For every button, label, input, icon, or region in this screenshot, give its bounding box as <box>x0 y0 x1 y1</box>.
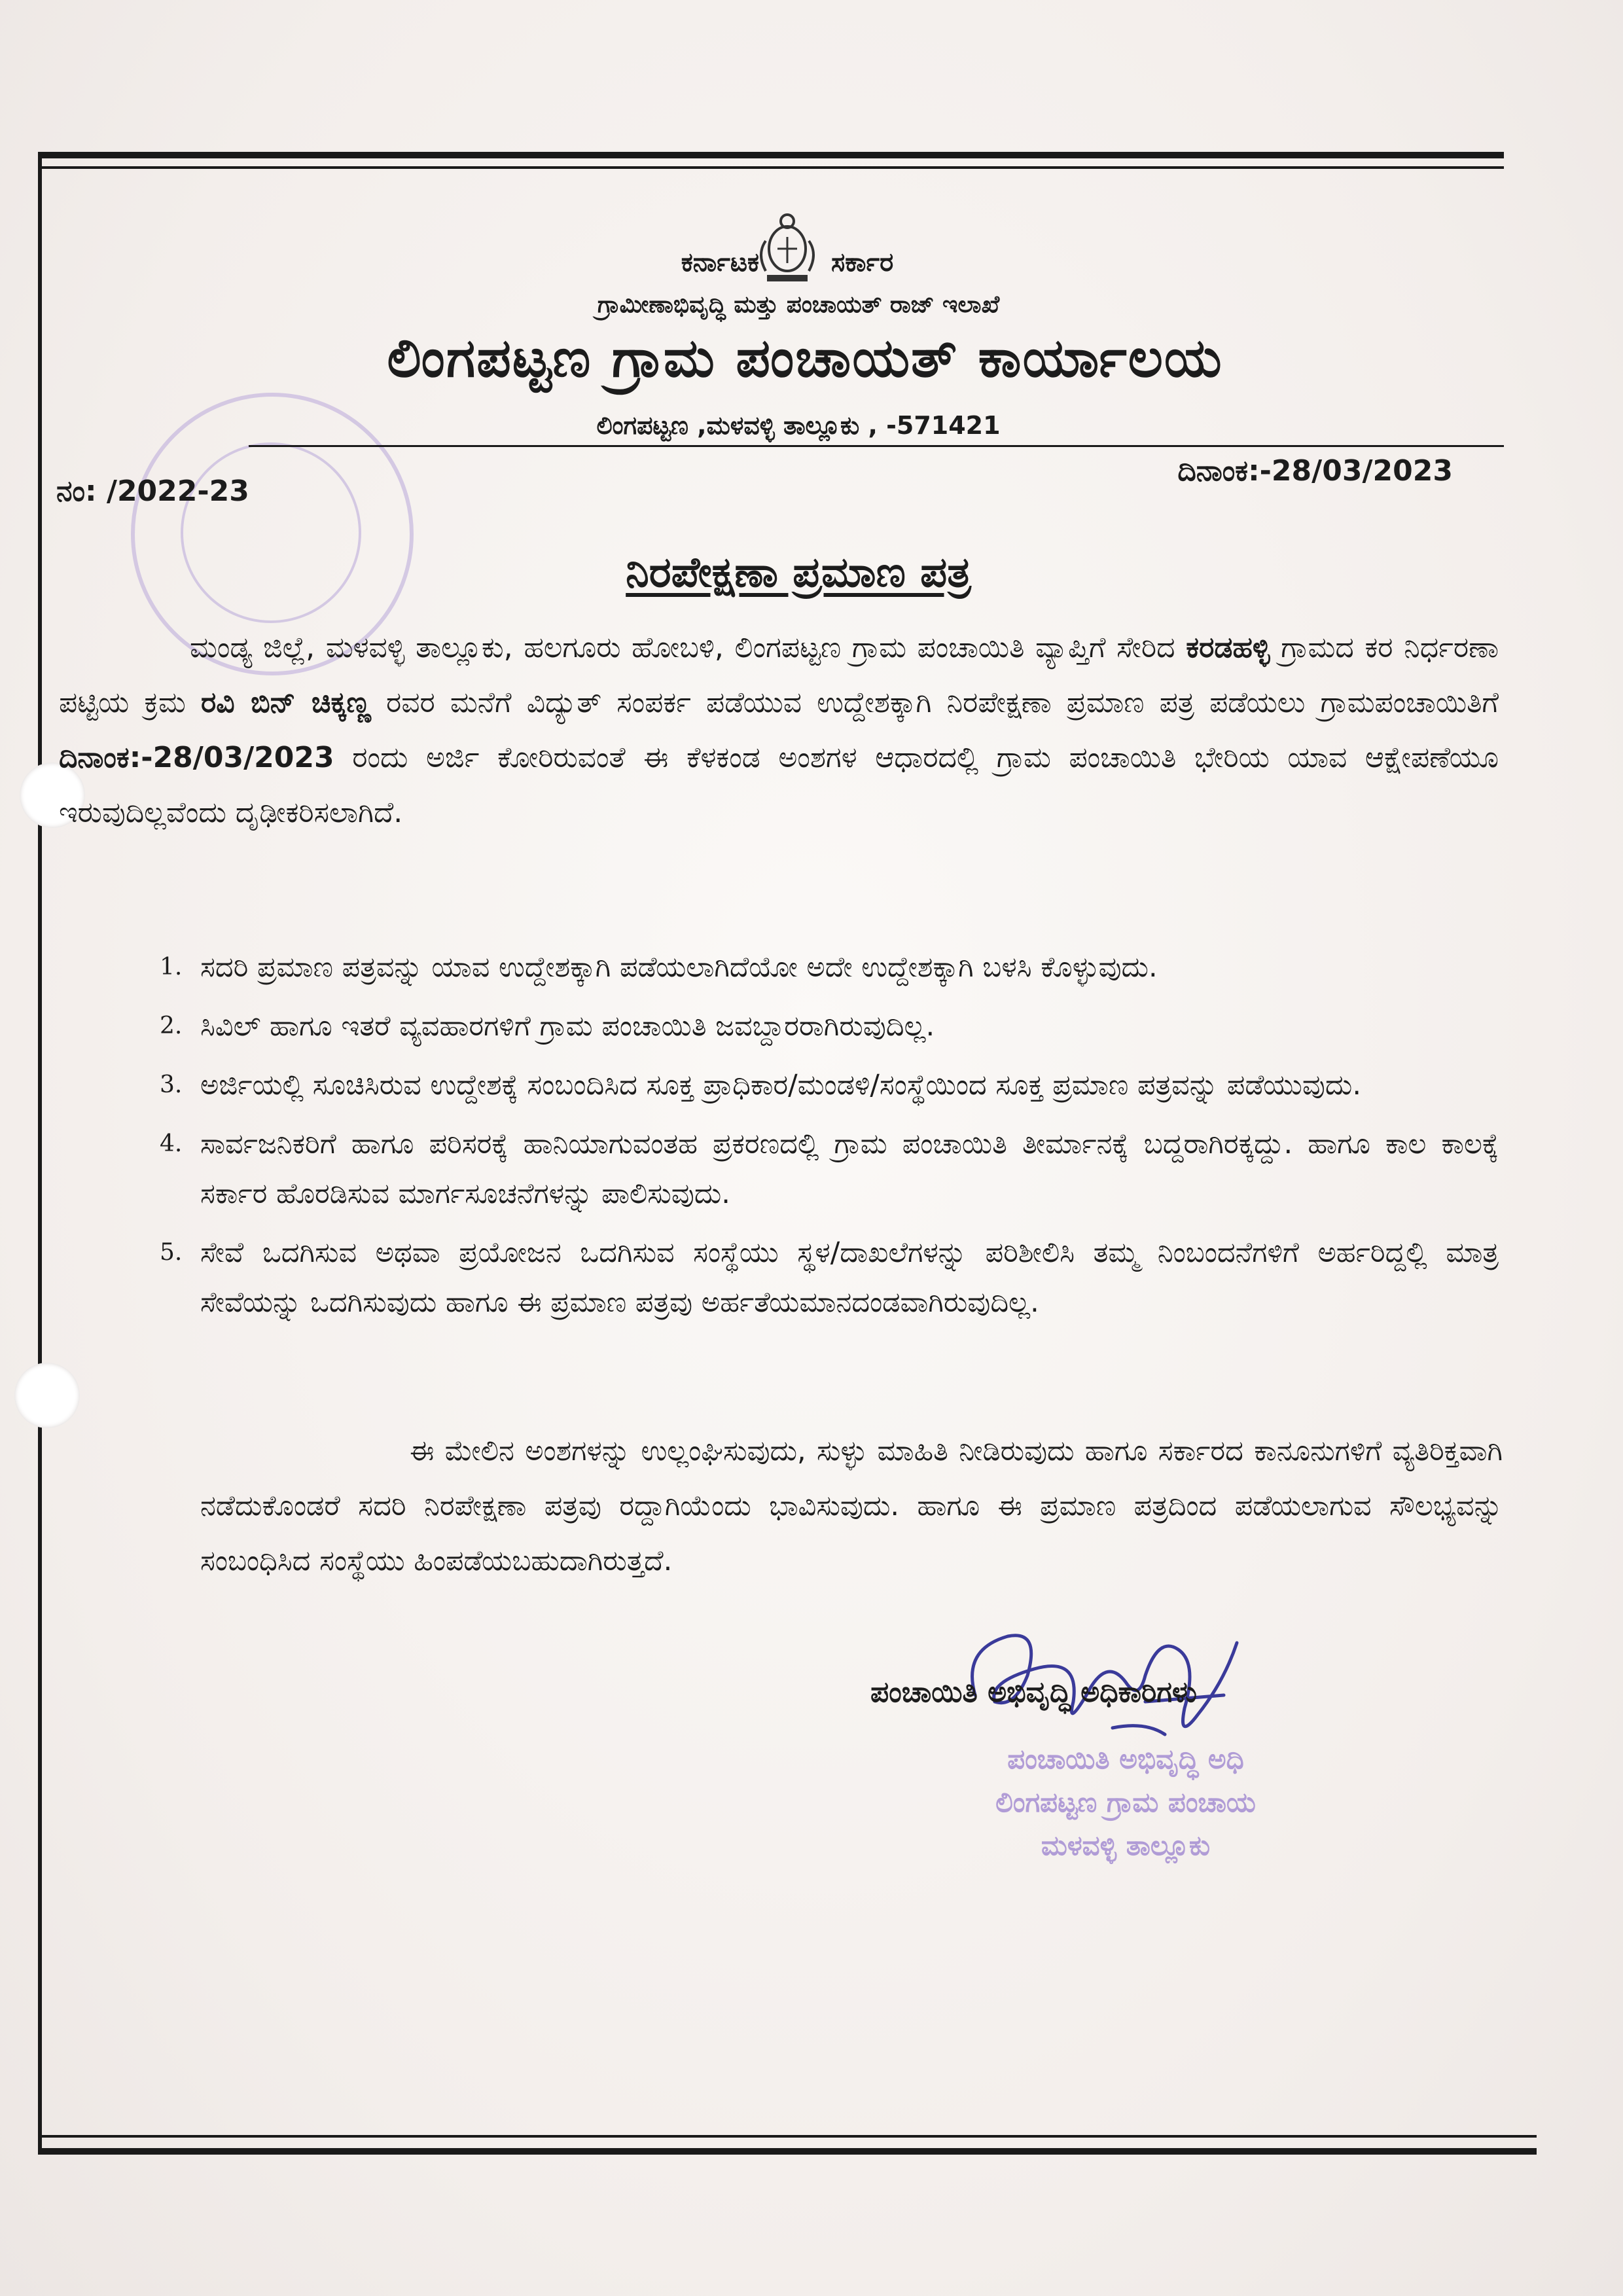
list-item <box>118 1119 1499 1219</box>
item-text: ಸಿವಿಲ್ ಹಾಗೂ ಇತರೆ ವ್ಯವಹಾರಗಳಿಗೆ ಗ್ರಾಮ ಪಂಚಾಯಿತಿ ಜವಬ್ದಾರರಾಗಿರುವುದಿಲ್ಲ. <box>200 1010 935 1043</box>
frame-bottom-rule-thin <box>38 2135 1537 2138</box>
item-text: ಸೇವೆ ಒದಗಿಸುವ ಅಥವಾ ಪ್ರಯೋಜನ ಒದಗಿಸುವ ಸಂಸ್ಥೆಯು ಸ್ಥಳ/ದಾಖಲೆಗಳನ್ನು ಪರಿಶೀಲಿಸಿ ತಮ್ಮ ನಿಂಬಂದನೆಗಳಿಗೆ ಅರ್ಹರಿದ್ದಲ್ಲಿ ಮಾತ್ರ ಸೇವೆಯನ್ನು ಒದಗಿಸುವುದು ಹಾಗೂ ಈ ಪ್ರಮಾಣ ಪತ್ರವು ಅರ್ಹತೆಯಮಾನದಂಡವಾಗಿರುವುದಿಲ್ಲ. <box>200 1236 1499 1319</box>
body-paragraph <box>59 620 1499 840</box>
application-date: ದಿನಾಂಕ:-28/03/2023 <box>59 741 334 774</box>
item-text: ಅರ್ಜಿಯಲ್ಲಿ ಸೂಚಿಸಿರುವ ಉದ್ದೇಶಕ್ಕೆ ಸಂಬಂದಿಸಿದ ಸೂಕ್ತ ಪ್ರಾಧಿಕಾರ/ಮಂಡಳಿ/ಸಂಸ್ಥೆಯಿಂದ ಸೂಕ್ತ ಪ್ರಮಾಣ ಪತ್ರವನ್ನು ಪಡೆಯುವುದು. <box>200 1069 1361 1102</box>
body-text-4: ರಂದು ಅರ್ಜಿ ಕೋರಿರುವಂತೆ ಈ ಕೆಳಕಂಡ ಅಂಶಗಳ ಆಧಾರದಲ್ಲಿ ಗ್ರಾಮ ಪಂಚಾಯಿತಿ ಭೇರಿಯ ಯಾವ ಆಕ್ಷೇಪಣೆಯೂ ಇರುವುದಿಲ್ಲವೆಂದು ದೃಢೀಕರಿಸಲಾಗಿದೆ. <box>59 741 1499 829</box>
list-item <box>118 1001 1499 1051</box>
document-title: ನಿರಪೇಕ್ಷಣಾ ಪ್ರಮಾಣ ಪತ್ರ <box>626 548 971 597</box>
village-name: ಕರಡಹಳ್ಳಿ <box>1186 631 1270 664</box>
official-stamp <box>877 1738 1374 1867</box>
applicant-name: ರವಿ ಬಿನ್ ಚಿಕ್ಕಣ್ಣ <box>201 686 371 719</box>
frame-bottom-rule <box>38 2148 1537 2155</box>
stamp-line-2: ಲಿಂಗಪಟ್ಟಣ ಗ್ರಾಮ ಪಂಚಾಯ <box>995 1786 1256 1818</box>
item-number: 4. <box>160 1130 183 1157</box>
conditions-list <box>118 942 1499 1336</box>
office-title: ಲಿಂಗಪಟ್ಟಣ ಗ್ರಾಮ ಪಂಚಾಯತ್ ಕಾರ್ಯಾಲಯ <box>387 327 1223 389</box>
item-number: 1. <box>160 954 183 980</box>
header-rule <box>249 445 1504 447</box>
body-text-2: ಗ್ರಾಮದ ಕರ ನಿರ್ಧರಣಾ ಪಟ್ಟಿಯ ಕ್ರಮ <box>59 631 1499 719</box>
list-item <box>118 1228 1499 1327</box>
body-text-3: ರವರ ಮನೆಗೆ ವಿದ್ಯುತ್ ಸಂಪರ್ಕ ಪಡೆಯುವ ಉದ್ದೇಶಕ್ಕಾಗಿ ನಿರಪೇಕ್ಷಣಾ ಪ್ರಮಾಣ ಪತ್ರ ಪಡೆಯಲು ಗ್ರಾಮಪಂಚಾಯಿತಿಗೆ <box>385 686 1499 719</box>
body-text-1: ಮಂಡ್ಯ ಜಿಲ್ಲೆ, ಮಳವಳ್ಳಿ ತಾಲ್ಲೂಕು, ಹಲಗೂರು ಹೋಬಳಿ, ಲಿಂಗಪಟ್ಟಣ ಗ್ರಾಮ ಪಂಚಾಯಿತಿ ವ್ಯಾಪ್ತಿಗೆ ಸೇರಿದ <box>190 631 1175 664</box>
issue-date: ದಿನಾಂಕ:-28/03/2023 <box>1177 454 1453 488</box>
frame-top-rule <box>38 152 1504 158</box>
stamp-line-3: ಮಳವಳ್ಳಿ ತಾಲ್ಲೂಕು <box>1041 1829 1211 1861</box>
frame-left-rule <box>38 152 42 2155</box>
list-item <box>118 1060 1499 1110</box>
department-name: ಗ್ರಾಮೀಣಾಭಿವೃದ್ಧಿ ಮತ್ತು ಪಂಚಾಯತ್ ರಾಜ್ ಇಲಾಖೆ <box>597 291 1000 318</box>
reference-number: ನಂ: /2022-23 <box>56 475 249 508</box>
state-name-right: ಸರ್ಕಾರ <box>831 247 894 278</box>
signatory-designation: ಪಂಚಾಯಿತಿ ಅಭಿವೃದ್ಧಿ ಅಧಿಕಾರಿಗಳು <box>870 1676 1197 1709</box>
karnataka-emblem-icon <box>751 208 823 287</box>
item-number: 2. <box>160 1013 183 1039</box>
list-item <box>118 942 1499 992</box>
punch-hole-bottom <box>14 1363 80 1428</box>
closing-paragraph: ಈ ಮೇಲಿನ ಅಂಶಗಳನ್ನು ಉಲ್ಲಂಘಿಸುವುದು, ಸುಳ್ಳು ಮಾಹಿತಿ ನೀಡಿರುವುದು ಹಾಗೂ ಸರ್ಕಾರದ ಕಾನೂನುಗಳಿಗೆ ವ್ಯತಿರಿಕ್ತವಾಗಿ ನಡೆದುಕೊಂಡರೆ ಸದರಿ ನಿರಪೇಕ್ಷಣಾ ಪತ್ರವು ರದ್ದಾಗಿಯೆಂದು ಭಾವಿಸುವುದು. ಹಾಗೂ ಈ ಪ್ರಮಾಣ ಪತ್ರದಿಂದ ಪಡೆಯಲಾಗುವ ಸೌಲಭ್ಯವನ್ನು ಸಂಬಂಧಿಸಿದ ಸಂಸ್ಥೆಯು ಹಿಂಪಡೆಯಬಹುದಾಗಿರುತ್ತದೆ. <box>200 1435 1503 1577</box>
item-number: 3. <box>160 1071 183 1098</box>
item-text: ಸದರಿ ಪ್ರಮಾಣ ಪತ್ರವನ್ನು ಯಾವ ಉದ್ದೇಶಕ್ಕಾಗಿ ಪಡೆಯಲಾಗಿದೆಯೋ ಅದೇ ಉದ್ದೇಶಕ್ಕಾಗಿ ಬಳಸಿ ಕೊಳ್ಳುವುದು. <box>200 951 1158 984</box>
office-address: ಲಿಂಗಪಟ್ಟಣ ,ಮಳವಳ್ಳಿ ತಾಲ್ಲೂಕು , -571421 <box>596 411 1001 440</box>
item-text: ಸಾರ್ವಜನಿಕರಿಗೆ ಹಾಗೂ ಪರಿಸರಕ್ಕೆ ಹಾನಿಯಾಗುವಂತಹ ಪ್ರಕರಣದಲ್ಲಿ ಗ್ರಾಮ ಪಂಚಾಯಿತಿ ತೀರ್ಮಾನಕ್ಕೆ ಬದ್ದರಾಗಿರಕ್ಕದ್ದು. ಹಾಗೂ ಕಾಲ ಕಾಲಕ್ಕೆ ಸರ್ಕಾರ ಹೊರಡಿಸುವ ಮಾರ್ಗಸೂಚನೆಗಳನ್ನು ಪಾಲಿಸುವುದು. <box>200 1128 1499 1210</box>
frame-top-rule-thin <box>38 166 1504 169</box>
state-name-left: ಕರ್ನಾಟಕ <box>681 247 759 278</box>
stamp-line-1: ಪಂಚಾಯಿತಿ ಅಭಿವೃದ್ಧಿ ಅಧಿ <box>1007 1743 1244 1775</box>
item-number: 5. <box>160 1239 183 1266</box>
